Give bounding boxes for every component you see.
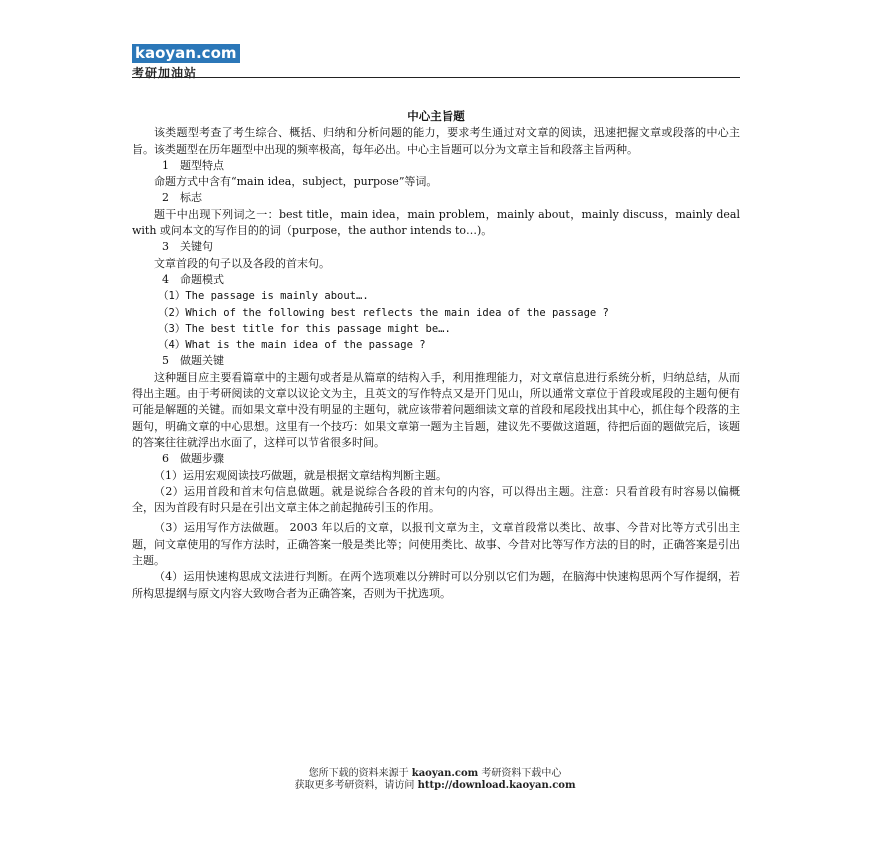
intro-paragraph: 该类题型考查了考生综合、概括、归纳和分析问题的能力，要求考生通过对文章的阅读，迅速把握文章或段落的中心主旨。该类题型在历年题型中出现的频率极高，每年必出。中心主旨题可以分为文章主旨和段落主旨两种。 bbox=[132, 126, 740, 156]
footer-download-link[interactable]: http://download.kaoyan.com bbox=[417, 780, 576, 791]
footer-source-text: 您所下载的资料来源于 bbox=[308, 768, 412, 779]
section-heading-6: 6 做题步骤 bbox=[162, 452, 224, 466]
section-heading-1: 1 题型特点 bbox=[162, 158, 224, 172]
section-heading-5: 5 做题关键 bbox=[162, 354, 224, 368]
logo-tagline: 考研加油站 bbox=[132, 66, 198, 80]
document-body bbox=[132, 108, 740, 602]
section-heading-3: 3 关键句 bbox=[162, 240, 213, 254]
section-body-2: 题干中出现下列词之一：best title，main idea，main problem，mainly about，mainly discuss，mainly deal with 或问本文的写作目的的词（purpose，the author intends to…)。 bbox=[132, 207, 740, 238]
footer-source-suffix: 考研资料下载中心 bbox=[478, 768, 562, 779]
list-item: （1）运用宏观阅读技巧做题，就是根据文章结构判断主题。 bbox=[154, 468, 447, 482]
section-heading-2: 2 标志 bbox=[162, 191, 202, 205]
list-item: （2）Which of the following best reflects the main idea of the passage ? bbox=[158, 306, 609, 319]
footer-line-2 bbox=[0, 780, 870, 792]
footer-site-link[interactable]: kaoyan.com bbox=[411, 768, 479, 779]
section-body-3: 文章首段的句子以及各段的首末句。 bbox=[154, 256, 330, 270]
section-body-1: 命题方式中含有“main idea，subject，purpose”等词。 bbox=[154, 175, 438, 189]
list-item: （3）The best title for this passage might be…. bbox=[158, 322, 451, 335]
footer-line-1 bbox=[0, 768, 870, 780]
logo-badge: kaoyan.com bbox=[132, 44, 240, 63]
list-item: （4）What is the main idea of the passage ? bbox=[158, 339, 426, 352]
list-item: （3）运用写作方法做题。 2003 年以后的文章，以报刊文章为主，文章首段常以类比、故事、今昔对比等方式引出主题，问文章使用的写作方法时，正确答案一般是类比等；问使用类比、故事、今昔对比等写作方法的目的时，正确答案是引出主题。 bbox=[132, 521, 740, 568]
header-divider bbox=[132, 77, 740, 78]
list-item: （2）运用首段和首末句信息做题。就是说综合各段的首末句的内容，可以得出主题。注意：只看首段有时容易以偏概全，因为首段有时只是在引出文章主体之前起抛砖引玉的作用。 bbox=[132, 484, 740, 515]
section-heading-4: 4 命题模式 bbox=[162, 272, 224, 286]
list-item: （4）运用快速构思成文法进行判断。在两个选项难以分辨时可以分别以它们为题，在脑海中快速构思两个写作提纲，若所构思提纲与原文内容大致吻合者为正确答案，否则为干扰选项。 bbox=[132, 570, 740, 600]
page-footer bbox=[0, 768, 870, 792]
site-logo[interactable] bbox=[132, 43, 240, 81]
list-item: （1）The passage is mainly about…. bbox=[158, 290, 369, 303]
page-title: 中心主旨题 bbox=[407, 109, 465, 123]
footer-more-text: 获取更多考研资料，请访问 bbox=[294, 780, 418, 791]
section-body-5: 这种题目应主要看篇章中的主题句或者是从篇章的结构入手，利用推理能力，对文章信息进行系统分析，归纳总结，从而得出主题。由于考研阅读的文章以议论文为主，且英文的写作特点又是开门见山，所以通常文章位于首段或尾段的主题句便有可能是解题的关键。而如果文章中没有明显的主题句，就应该带着问题细读文章的首段和尾段找出其中心，抓住每个段落的主题句，明确文章的中心思想。这里有一个技巧：如果文章第一题为主旨题，建议先不要做这道题，待把后面的题做完后，该题的答案往往就浮出水面了，这样可以节省很多时间。 bbox=[132, 370, 740, 449]
